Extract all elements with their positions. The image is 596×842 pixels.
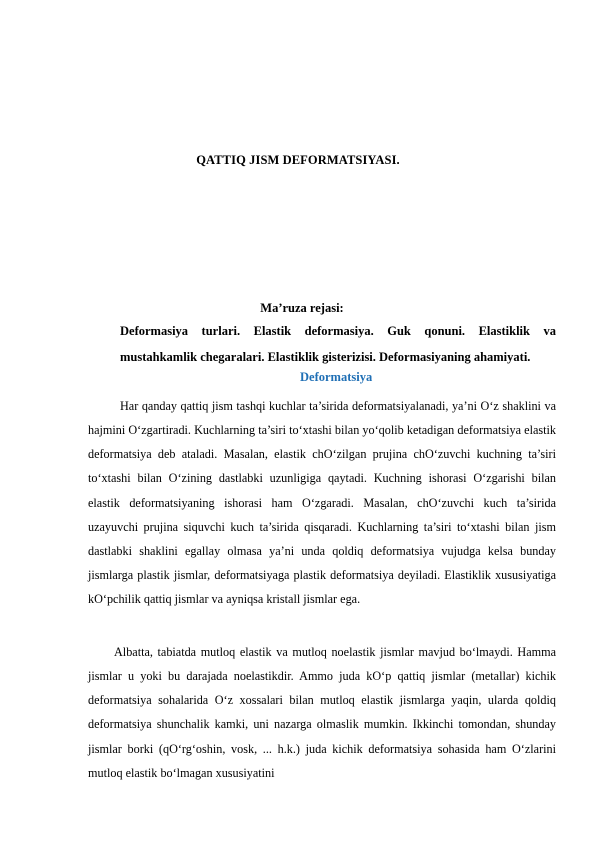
paragraph: Albatta, tabiatda mutloq elastik va mutloq noelastik jismlar mavjud bo‘lmaydi. Hamma jismlar u yoki bu darajada noelastikdir. Ammo juda kO‘p qattiq jismlar (metallar) kichik deformatsiya sohalarida O‘z xossalari bilan mutloq elastik jismlarga yaqin, ularda qoldiq deformatsiya shunchalik kamki, uni nazarga olmaslik mumkin. Ikkinchi tomondan, shunday jismlar borki (qO‘rg‘oshin, vosk, ... h.k.) juda kichik deformatsiya sohasida ham O‘zlarini mutloq elastik bo‘lmagan xususiyatini	[88, 645, 556, 780]
lecture-plan-text: Deformasiya turlari. Elastik deformasiya. Guk qonuni. Elastiklik va mustahkamlik chegaralari. Elastiklik gisterizisi. Deformasiyaning ahamiyati.	[120, 324, 556, 364]
section-heading: Deformatsiya	[300, 370, 373, 384]
document-title: QATTIQ JISM DEFORMATSIYASI.	[196, 153, 400, 167]
paragraph: Har qanday qattiq jism tashqi kuchlar ta’sirida deformatsiyalanadi, ya’ni O‘z shaklini va hajmini O‘zgartiradi. Kuchlarning ta’siri to‘xtashi bilan yo‘qolib ketadigan deformatsiya elastik deformatsiya deb ataladi. Masalan, elastik chO‘zilgan prujina chO‘zuvchi kuchning ta’siri to‘xtashi bilan O‘zining dastlabki uzunligiga qaytadi. Kuchning ishorasi O‘zgarishi bilan elastik deformatsiyaning ishorasi ham O‘zgaradi. Masalan, chO‘zuvchi kuch ta’sirida uzayuvchi prujina siquvchi kuch ta’sirida qisqaradi. Kuchlarning ta’siri to‘xtashi bilan jism dastlabki shaklini egallay olmasa ya’ni unda qoldiq deformatsiya vujudga kelsa bunday jismlarga plastik jismlar, deformatsiyaga plastik deformatsiya deyiladi. Elastiklik xususiyatiga kO‘pchilik qattiq jismlar va ayniqsa kristall jismlar ega.	[88, 399, 556, 607]
lecture-plan-heading: Ma’ruza rejasi:	[260, 301, 344, 315]
